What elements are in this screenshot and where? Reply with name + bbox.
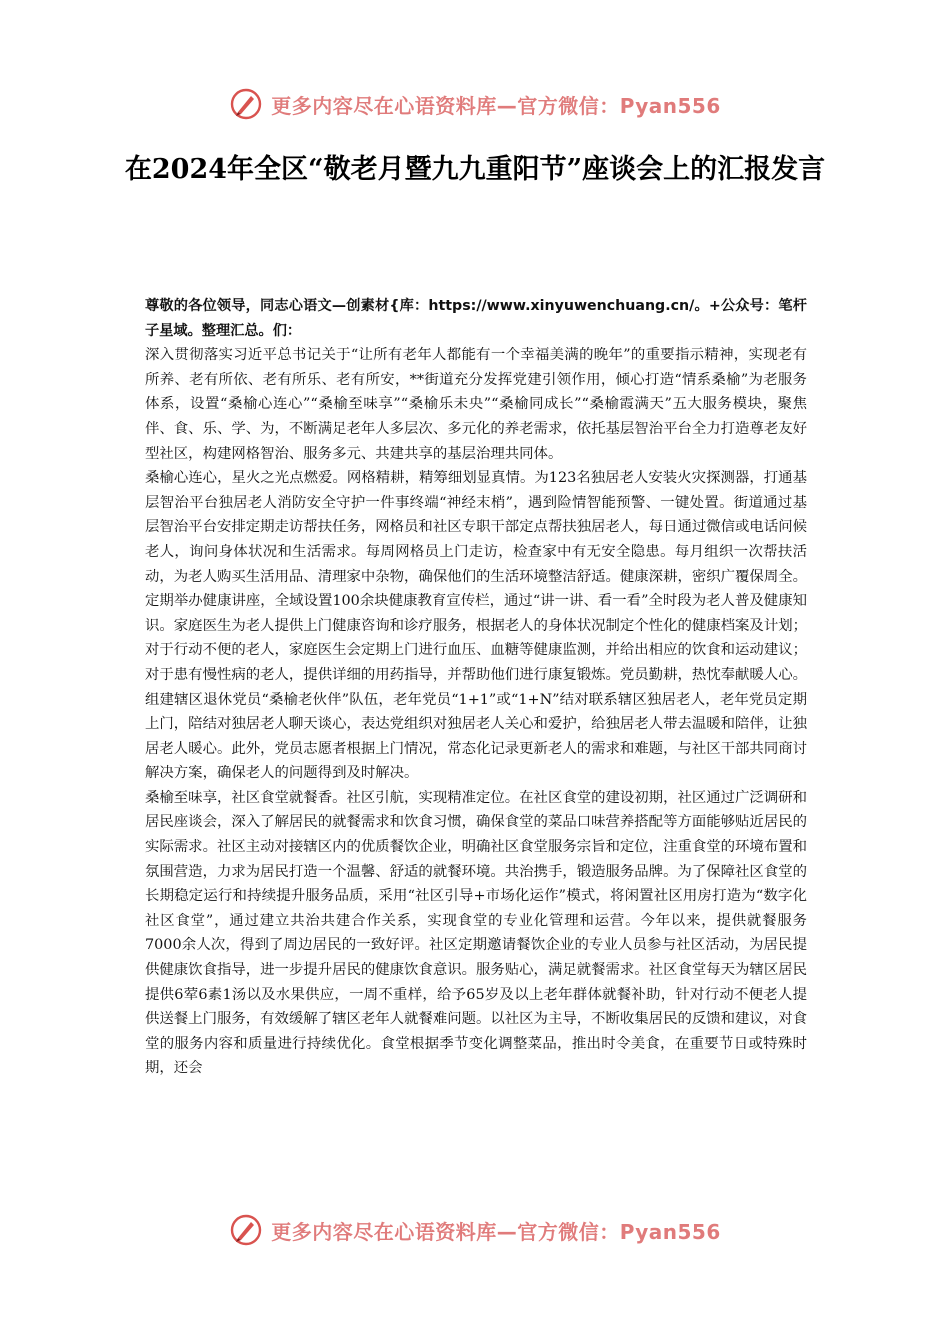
- banner-text: 更多内容尽在心语资料库—官方微信：Pyan556: [271, 93, 721, 118]
- header-banner: [0, 84, 950, 124]
- paragraph: 桑榆心连心，星火之光点燃爱。网格精耕，精筹细划显真情。为123名独居老人安装火灾探测器，打通基层智治平台独居老人消防安全守护一件事终端“神经末梢”，遇到险情智能预警、一键处置。街道通过基层智治平台安排定期走访帮扶任务，网格员和社区专职干部定点帮扶独居老人，每日通过微信或电话问候老人，询问身体状况和生活需求。每周网格员上门走访，检查家中有无安全隐患。每月组织一次帮扶活动，为老人购买生活用品、清理家中杂物，确保他们的生活环境整洁舒适。健康深耕，密织广覆保周全。定期举办健康讲座，全域设置100余块健康教育宣传栏，通过“讲一讲、看一看”全时段为老人普及健康知识。家庭医生为老人提供上门健康咨询和诊疗服务，根据老人的身体状况制定个性化的健康档案及计划；对于行动不便的老人，家庭医生会定期上门进行血压、血糖等健康监测，并给出相应的饮食和运动建议；对于患有慢性病的老人，提供详细的用药指导，并帮助他们进行康复锻炼。党员勤耕，热忱奉献暖人心。组建辖区退休党员“桑榆老伙伴”队伍，老年党员“1+1”或“1+N”结对联系辖区独居老人，老年党员定期上门，陪结对独居老人聊天谈心，表达党组织对独居老人关心和爱护，给独居老人带去温暖和陪伴，让独居老人暖心。此外，党员志愿者根据上门情况，常态化记录更新老人的需求和难题，与社区干部共同商讨解决方案，确保老人的问题得到及时解决。: [145, 470, 807, 782]
- document-title: 在2024年全区“敬老月暨九九重阳节”座谈会上的汇报发言: [124, 154, 826, 185]
- pen-logo-icon: [229, 87, 263, 121]
- pen-logo-icon: [229, 1213, 263, 1247]
- salutation: 尊敬的各位领导，同志心语文—创素材{库：https://www.xinyuwenchuang.cn/。+公众号：笔杆子星域。整理汇总。们：: [145, 298, 807, 339]
- paragraph: 桑榆至味享，社区食堂就餐香。社区引航，实现精准定位。在社区食堂的建设初期，社区通过广泛调研和居民座谈会，深入了解居民的就餐需求和饮食习惯，确保食堂的菜品口味营养搭配等方面能够贴近居民的实际需求。社区主动对接辖区内的优质餐饮企业，明确社区食堂服务宗旨和定位，注重食堂的环境布置和氛围营造，力求为居民打造一个温馨、舒适的就餐环境。共治携手，锻造服务品牌。为了保障社区食堂的长期稳定运行和持续提升服务品质，采用“社区引导+市场化运作”模式，将闲置社区用房打造为“数字化社区食堂”，通过建立共治共建合作关系，实现食堂的专业化管理和运营。今年以来，提供就餐服务7000余人次，得到了周边居民的一致好评。社区定期邀请餐饮企业的专业人员参与社区活动，为居民提供健康饮食指导，进一步提升居民的健康饮食意识。服务贴心，满足就餐需求。社区食堂每天为辖区居民提供6荤6素1汤以及水果供应，一周不重样，给予65岁及以上老年群体就餐补助，针对行动不便老人提供送餐上门服务，有效缓解了辖区老年人就餐难问题。以社区为主导，不断收集居民的反馈和建议，对食堂的服务内容和质量进行持续优化。食堂根据季节变化调整菜品，推出时令美食，在重要节日或特殊时期，还会: [145, 789, 807, 1077]
- footer-banner: [0, 1210, 950, 1250]
- banner-text: 更多内容尽在心语资料库—官方微信：Pyan556: [271, 1219, 721, 1244]
- paragraph: 深入贯彻落实习近平总书记关于“让所有老年人都能有一个幸福美满的晚年”的重要指示精神，实现老有所养、老有所依、老有所乐、老有所安，**街道充分发挥党建引领作用，倾心打造“情系桑榆”为老服务体系，设置“桑榆心连心”“桑榆至味享”“桑榆乐未央”“桑榆同成长”“桑榆霞满天”五大服务模块，聚焦伴、食、乐、学、为，不断满足老年人多层次、多元化的养老需求，依托基层智治平台全力打造尊老友好型社区，构建网格智治、服务多元、共建共享的基层治理共同体。: [145, 347, 807, 462]
- document-body: [145, 294, 807, 1081]
